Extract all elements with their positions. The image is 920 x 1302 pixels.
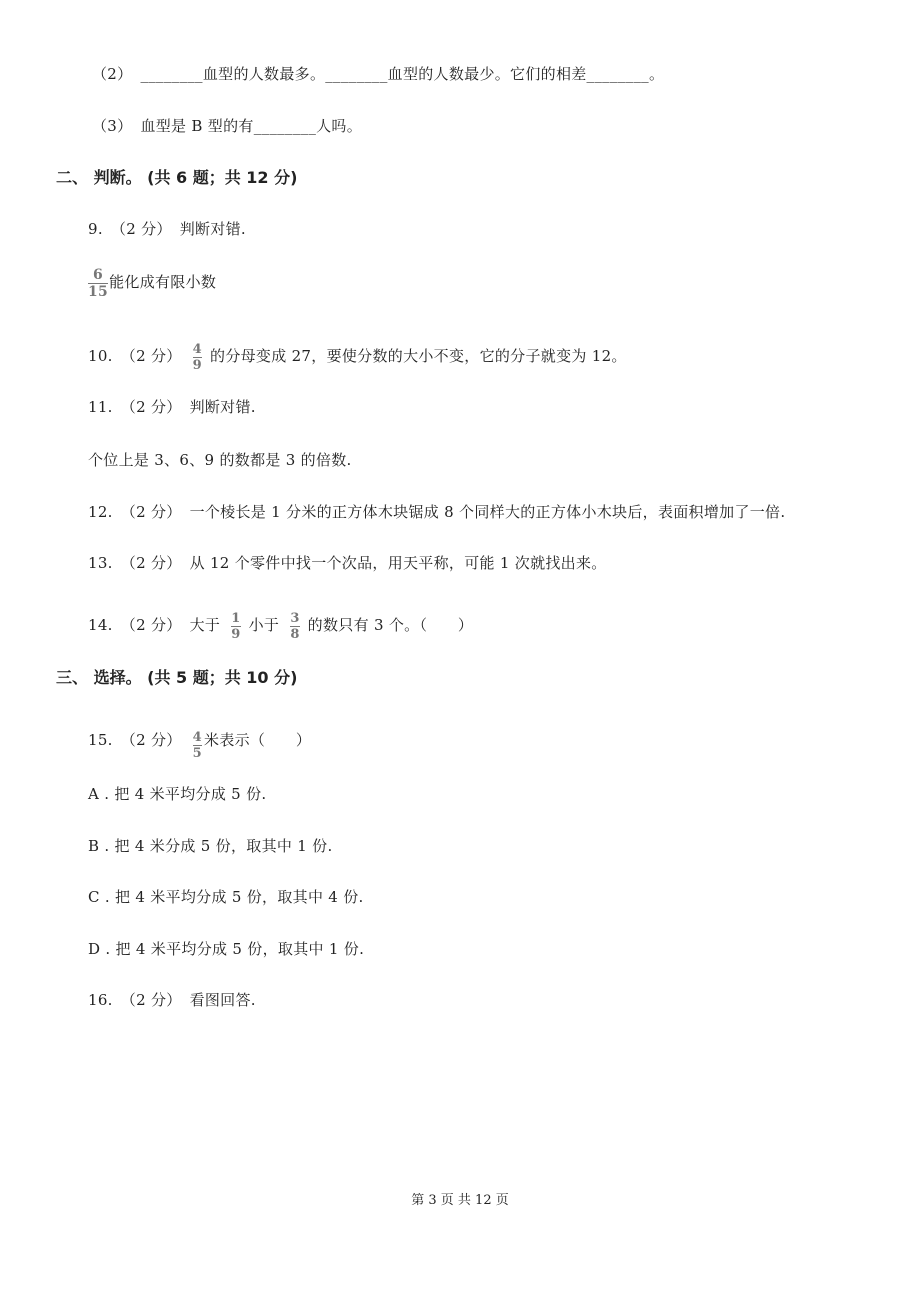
q8-sub2-number: （2） (92, 65, 133, 83)
q11 (88, 397, 256, 417)
q15-text: 米表示（ ） (204, 731, 312, 749)
q12-score: （2 分） (120, 503, 182, 521)
section-3-title: 三、 选择。 (共 5 题；共 10 分) (56, 668, 298, 687)
q9-statement-text: 能化成有限小数 (109, 273, 217, 291)
q12-number: 12. (88, 503, 113, 521)
q14-fraction-1-numerator: 1 (231, 610, 241, 626)
q16-text: 看图回答. (189, 991, 256, 1009)
q14-pre: 大于 (189, 616, 221, 634)
q15-option-a: A . 把 4 米平均分成 5 份. (88, 785, 267, 803)
q15-option-b: B . 把 4 米分成 5 份，取其中 1 份. (88, 837, 333, 855)
q13-text: 从 12 个零件中找一个次品，用天平称，可能 1 次就找出来。 (189, 554, 607, 572)
q13 (88, 553, 607, 573)
section-2-title: 二、 判断。 (共 6 题；共 12 分) (56, 168, 298, 187)
q14-fraction-1-denominator: 9 (231, 626, 241, 642)
q15-fraction-denominator: 5 (192, 746, 203, 761)
q9-number: 9. (88, 220, 103, 238)
q11-text: 判断对错. (189, 398, 256, 416)
q14-fraction-2-denominator: 8 (290, 626, 300, 642)
q10-fraction-numerator: 4 (192, 341, 203, 357)
q12-text: 一个棱长是 1 分米的正方体木块锯成 8 个同样大的正方体小木块后，表面积增加了一倍. (189, 503, 786, 521)
q11-statement: 个位上是 3、6、9 的数都是 3 的倍数. (88, 451, 352, 469)
q11-score: （2 分） (120, 398, 182, 416)
q14-fraction-2-numerator: 3 (290, 610, 300, 626)
q8-sub2-text: ________血型的人数最多。________血型的人数最少。它们的相差________。 (140, 65, 665, 83)
q13-score: （2 分） (120, 554, 182, 572)
q10-fraction-denominator: 9 (192, 357, 203, 373)
q14-number: 14. (88, 616, 113, 634)
q16-score: （2 分） (120, 991, 182, 1009)
q9-fraction-denominator: 15 (88, 283, 109, 300)
q9-score: （2 分） (110, 220, 172, 238)
q11-number: 11. (88, 398, 113, 416)
q16 (88, 990, 256, 1010)
q14-post: 的数只有 3 个。（ ） (307, 616, 474, 634)
q10-text: 的分母变成 27，要使分数的大小不变，它的分子就变为 12。 (210, 347, 627, 365)
q15-score: （2 分） (120, 731, 182, 749)
q12 (88, 502, 785, 522)
q15 (88, 718, 311, 762)
q9-fraction-numerator: 6 (93, 266, 104, 283)
page-footer: 第 3 页 共 12 页 (411, 1193, 509, 1208)
q14-fraction-2 (290, 612, 299, 641)
q14-fraction-1 (231, 612, 240, 641)
q8-sub3-text: 血型是 B 型的有________人吗。 (140, 117, 363, 135)
q13-number: 13. (88, 554, 113, 572)
q16-number: 16. (88, 991, 113, 1009)
q15-option-c: C . 把 4 米平均分成 5 份，取其中 4 份. (88, 888, 364, 906)
q14 (88, 607, 473, 643)
q15-fraction-numerator: 4 (192, 730, 203, 745)
q14-score: （2 分） (120, 616, 182, 634)
q8-sub2 (92, 64, 664, 84)
q8-sub3 (92, 116, 362, 136)
q8-sub3-number: （3） (92, 117, 133, 135)
q9-text: 判断对错. (179, 220, 247, 238)
q10-score: （2 分） (120, 347, 182, 365)
q9-fraction (88, 268, 108, 299)
q10 (88, 338, 627, 374)
q15-option-d: D . 把 4 米平均分成 5 份，取其中 1 份. (88, 940, 365, 958)
q10-number: 10. (88, 347, 113, 365)
q15-number: 15. (88, 731, 113, 749)
q15-fraction (193, 731, 202, 760)
q10-fraction (193, 343, 202, 372)
q9 (88, 219, 246, 239)
q9-statement (88, 266, 216, 299)
q14-mid: 小于 (248, 616, 280, 634)
